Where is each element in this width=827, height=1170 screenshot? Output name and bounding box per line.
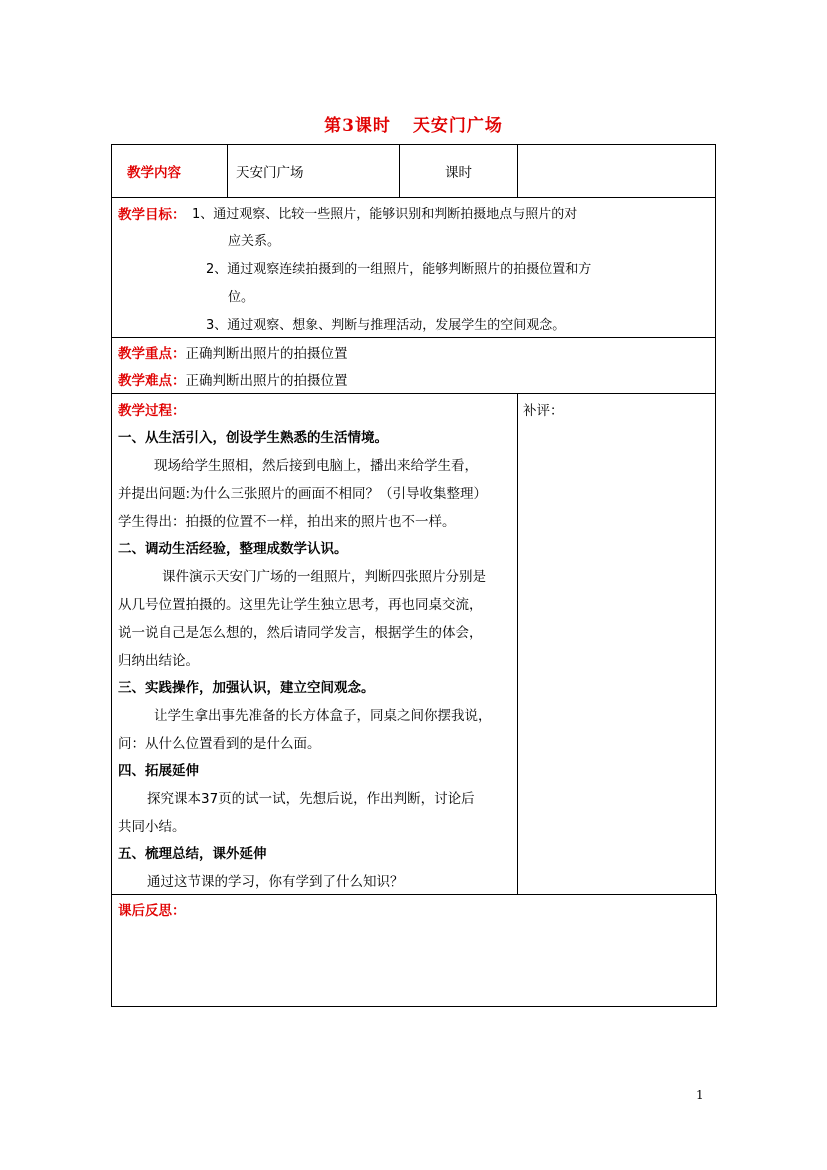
section-3-line: 问：从什么位置看到的是什么面。: [118, 736, 321, 752]
section-4-heading: 四、拓展延伸: [118, 763, 199, 779]
section-2-line: 归纳出结论。: [118, 653, 199, 669]
page-title: [0, 111, 827, 136]
focus-label: 教学重点：: [118, 346, 186, 362]
divider: [399, 144, 400, 198]
objective-2: 2、通过观察连续拍摄到的一组照片，能够判断照片的拍摄位置和方: [206, 262, 592, 277]
focus-row: [118, 346, 348, 362]
objective-1: 1、通过观察、比较一些照片，能够识别和判断拍摄地点与照片的对: [192, 207, 578, 222]
divider: [517, 393, 518, 895]
section-2-line: 课件演示天安门广场的一组照片，判断四张照片分别是: [162, 569, 486, 585]
objective-2-cont: 位。: [228, 290, 255, 305]
section-5-heading: 五、梳理总结，课外延伸: [118, 846, 267, 862]
divider: [227, 144, 228, 198]
objective-1-cont: 应关系。: [228, 234, 281, 249]
divider: [517, 144, 518, 198]
section-1-line: 学生得出：拍摄的位置不一样，拍出来的照片也不一样。: [118, 514, 456, 530]
section-2-line: 说一说自己是怎么想的，然后请同学发言，根据学生的体会，: [118, 625, 483, 641]
objective-3: 3、通过观察、想象、判断与推理活动，发展学生的空间观念。: [206, 318, 566, 333]
section-1-heading: 一、从生活引入，创设学生熟悉的生活情境。: [118, 430, 388, 446]
section-4-line: 共同小结。: [118, 819, 186, 835]
comment-label: 补评：: [523, 403, 564, 419]
focus-value: 正确判断出照片的拍摄位置: [185, 346, 348, 362]
divider: [111, 337, 716, 338]
section-3-line: 让学生拿出事先准备的长方体盒子，同桌之间你摆我说，: [154, 708, 492, 724]
section-3-heading: 三、实践操作，加强认识，建立空间观念。: [118, 680, 375, 696]
section-4-line: 探究课本37页的试一试，先想后说，作出判断，讨论后: [147, 791, 475, 807]
objectives-label: 教学目标：: [118, 207, 186, 223]
page-number: 1: [696, 1088, 704, 1102]
reflection-label: 课后反思：: [118, 903, 186, 919]
divider: [111, 197, 716, 198]
reflection-box: [111, 894, 717, 1007]
lesson-number: 第3课时: [324, 116, 391, 136]
content-label: 教学内容: [127, 165, 181, 181]
content-value: 天安门广场: [236, 165, 304, 181]
section-1-line: 并提出问题:为什么三张照片的画面不相同？（引导收集整理）: [118, 486, 488, 502]
section-2-line: 从几号位置拍摄的。这里先让学生独立思考，再也同桌交流，: [118, 597, 483, 613]
lesson-topic: 天安门广场: [412, 116, 503, 136]
period-label: 课时: [445, 165, 472, 181]
difficulty-label: 教学难点：: [118, 373, 186, 389]
divider: [111, 393, 716, 394]
process-label: 教学过程：: [118, 403, 186, 419]
section-1-line: 现场给学生照相，然后接到电脑上，播出来给学生看，: [154, 458, 478, 474]
section-5-line: 通过这节课的学习，你有学到了什么知识？: [147, 874, 404, 890]
difficulty-value: 正确判断出照片的拍摄位置: [185, 373, 348, 389]
section-2-heading: 二、调动生活经验，整理成数学认识。: [118, 541, 348, 557]
difficulty-row: [118, 373, 348, 389]
